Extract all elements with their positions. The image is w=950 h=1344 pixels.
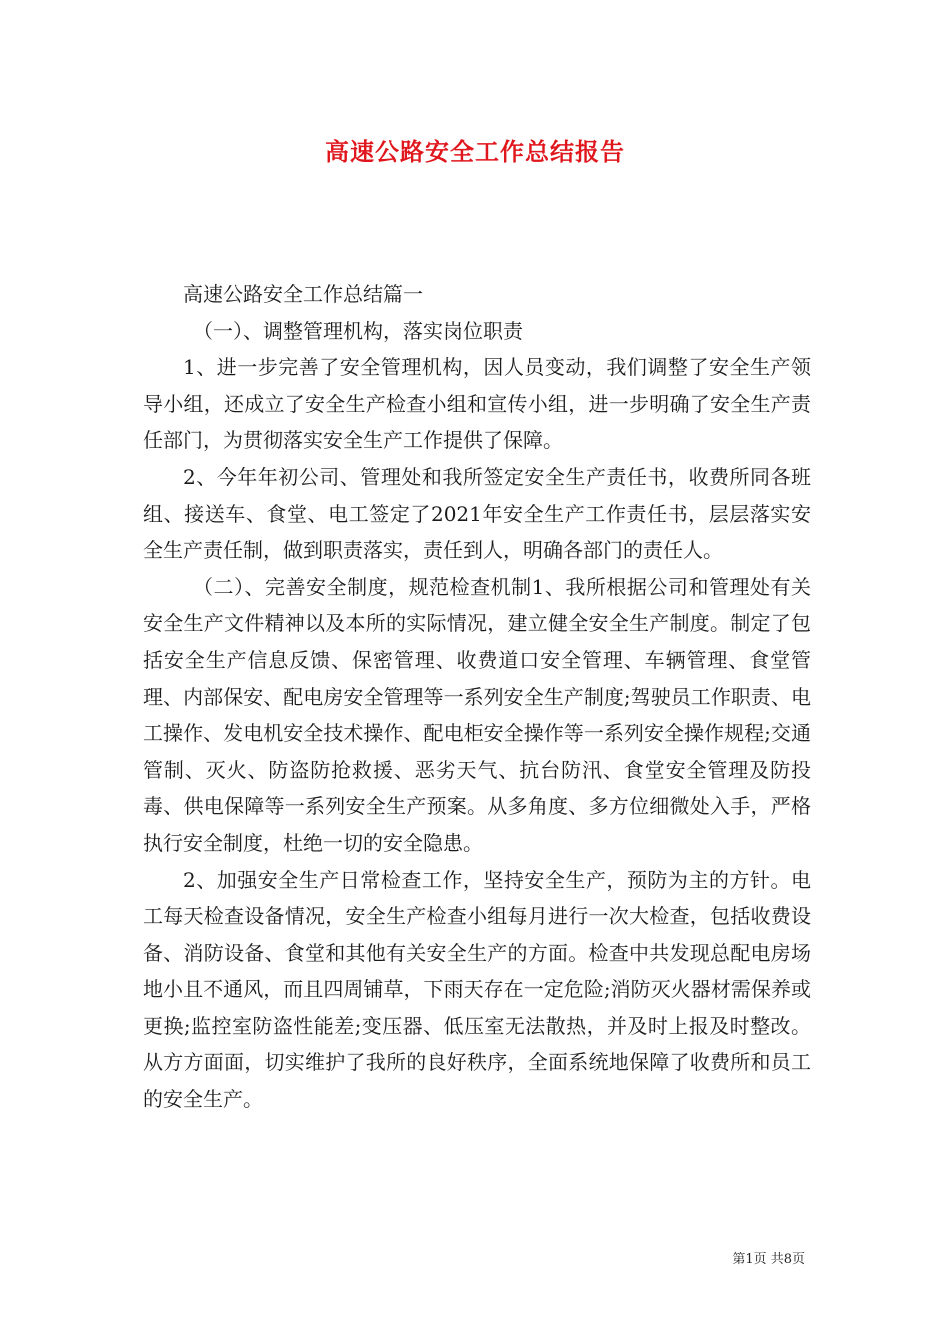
document-title: 高速公路安全工作总结报告 — [325, 137, 625, 166]
section-heading: 高速公路安全工作总结篇一 — [183, 282, 423, 306]
paragraph-3: 2、今年年初公司、管理处和我所签定安全生产责任书，收费所同各班组、接送车、食堂、电工签定了2021年安全生产工作责任书，层层落实安全生产责任制，做到职责落实，责任到人，明确各部门的责任人。 — [143, 464, 811, 563]
paragraph-5: 2、加强安全生产日常检查工作，坚持安全生产，预防为主的方针。电工每天检查设备情况，安全生产检查小组每月进行一次大检查，包括收费设备、消防设备、食堂和其他有关安全生产的方面。检查中共发现总配电房场地小且不通风，而且四周铺草，下雨天存在一定危险;消防灭火器材需保养或更换;监控室防盗性能差;变压器、低压室无法散热，并及时上报及时整改。从方方面面，切实维护了我所的良好秩序，全面系统地保障了收费所和员工的安全生产。 — [143, 867, 811, 1112]
paragraph-4: （二）、完善安全制度，规范检查机制1、我所根据公司和管理处有关安全生产文件精神以及本所的实际情况，建立健全安全生产制度。制定了包括安全生产信息反馈、保密管理、收费道口安全管理、车辆管理、食堂管理、内部保安、配电房安全管理等一系列安全生产制度;驾驶员工作职责、电工操作、发电机安全技术操作、配电柜安全操作等一系列安全操作规程;交通管制、灭火、防盗防抢救援、恶劣天气、抗台防汛、食堂安全管理及防投毒、供电保障等一系列安全生产预案。从多角度、多方位细微处入手，严格执行安全制度，杜绝一切的安全隐患。 — [143, 574, 811, 855]
page-number: 第1页 共8页 — [732, 1252, 805, 1267]
paragraph-1: （一）、调整管理机构，落实岗位职责 — [193, 318, 523, 343]
paragraph-2: 1、进一步完善了安全管理机构，因人员变动，我们调整了安全生产领导小组，还成立了安全生产检查小组和宣传小组，进一步明确了安全生产责任部门，为贯彻落实安全生产工作提供了保障。 — [143, 355, 811, 453]
document-body — [143, 276, 811, 1118]
